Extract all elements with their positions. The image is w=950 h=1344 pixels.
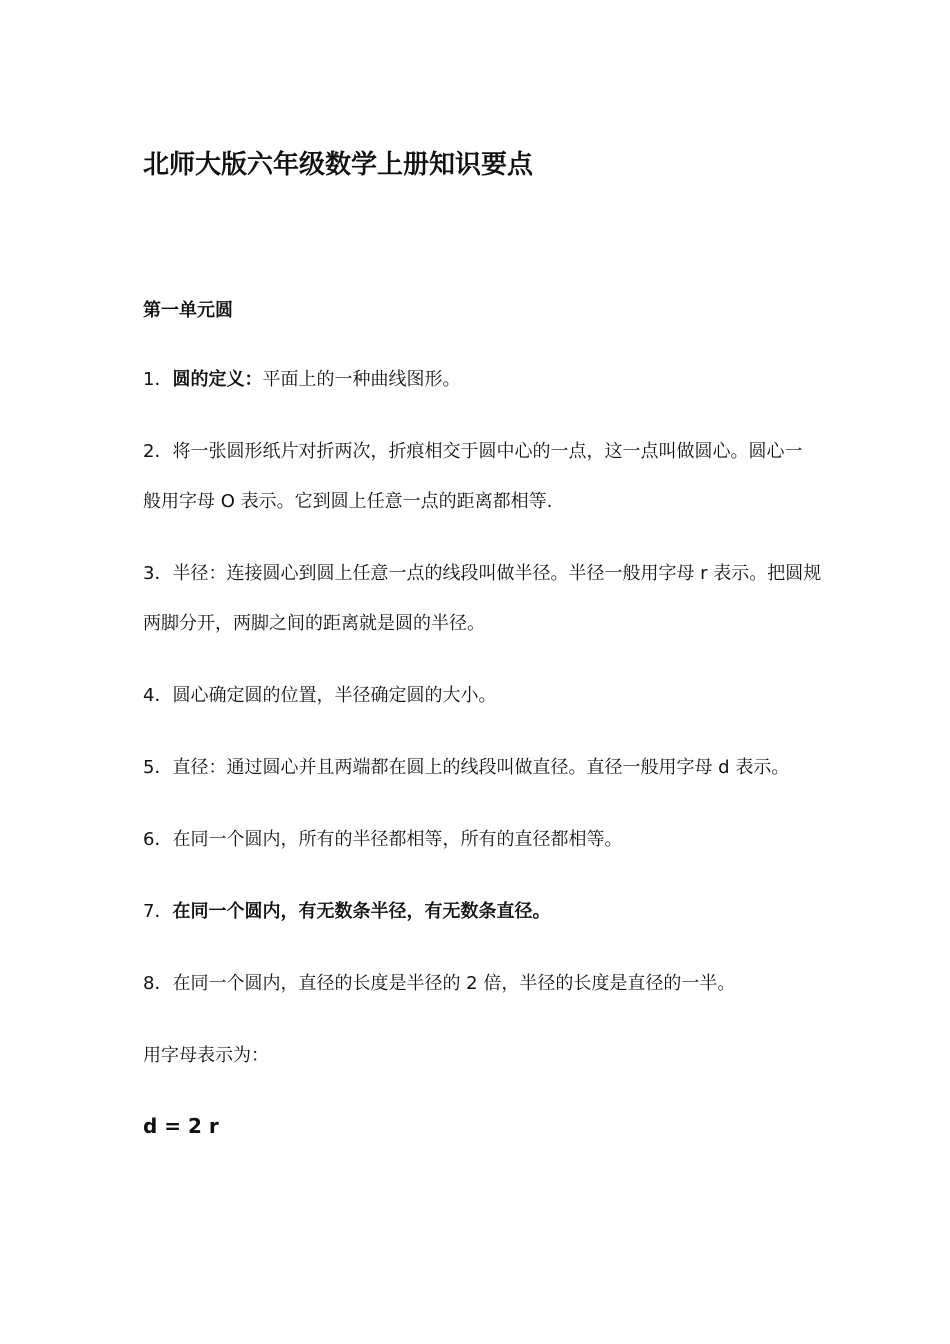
- list-item-4: 4．圆心确定圆的位置，半径确定圆的大小。: [143, 685, 497, 706]
- list-item-7: [143, 900, 550, 924]
- item-number: 7．: [143, 901, 173, 922]
- list-item-3-line-2: 两脚分开，两脚之间的距离就是圆的半径。: [143, 613, 485, 634]
- section-heading: 第一单元圆: [143, 300, 233, 321]
- list-item-2-line-1: 2．将一张圆形纸片对折两次，折痕相交于圆中心的一点，这一点叫做圆心。圆心一: [143, 441, 803, 462]
- formula: d = 2 r: [143, 1114, 219, 1138]
- item-text: 平面上的一种曲线图形。: [262, 369, 461, 390]
- list-item-2-line-2: 般用字母 O 表示。它到圆上任意一点的距离都相等.: [143, 491, 553, 512]
- list-item-8: 8．在同一个圆内，直径的长度是半径的 2 倍，半径的长度是直径的一半。: [143, 973, 736, 994]
- letter-intro: 用字母表示为：: [143, 1045, 269, 1066]
- list-item-1: [143, 368, 460, 392]
- item-text-bold: 在同一个圆内，有无数条半径，有无数条直径。: [172, 901, 551, 922]
- item-term: 圆的定义：: [172, 369, 263, 390]
- item-number: 1．: [143, 369, 173, 390]
- list-item-6: 6．在同一个圆内，所有的半径都相等，所有的直径都相等。: [143, 829, 623, 850]
- page-title: 北师大版六年级数学上册知识要点: [143, 150, 534, 180]
- list-item-3-line-1: 3．半径：连接圆心到圆上任意一点的线段叫做半径。半径一般用字母 r 表示。把圆规: [143, 563, 822, 584]
- list-item-5: 5．直径：通过圆心并且两端都在圆上的线段叫做直径。直径一般用字母 d 表示。: [143, 757, 790, 778]
